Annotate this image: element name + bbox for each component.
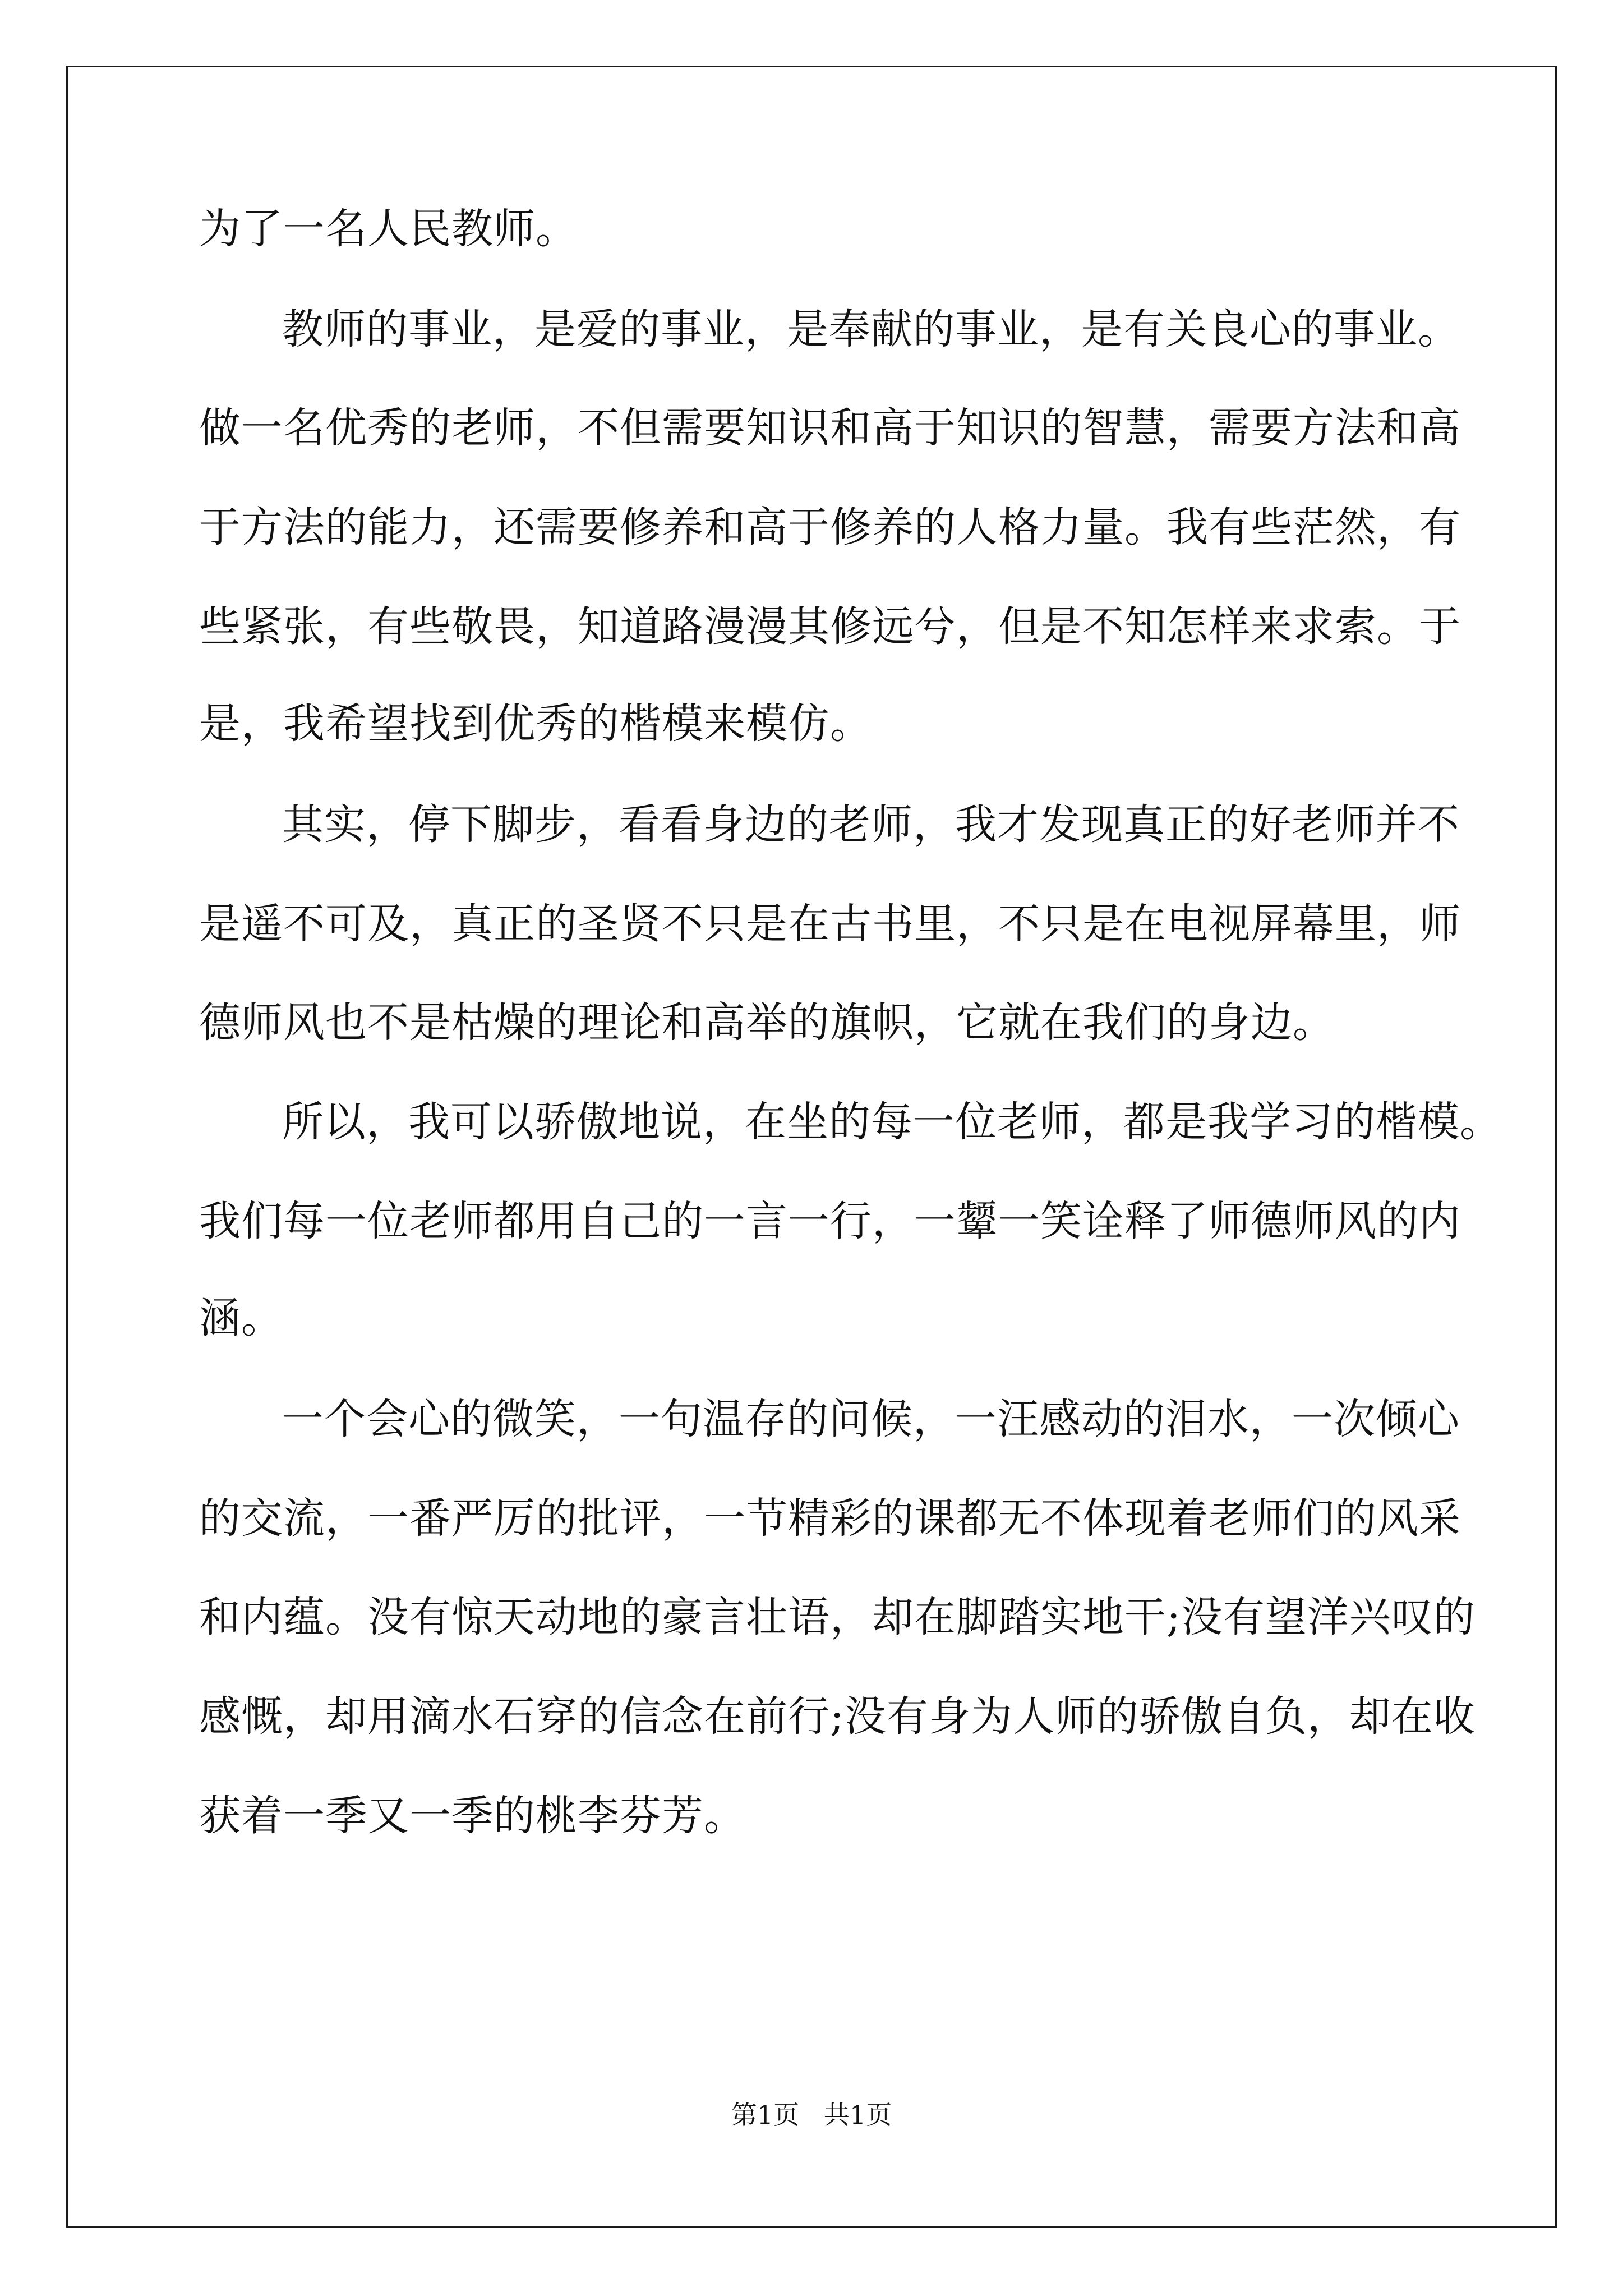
text-line: 和内蕴。没有惊天动地的豪言壮语，却在脚踏实地干;没有望洋兴叹的 [199,1593,1476,1641]
text-line: 是，我希望找到优秀的楷模来模仿。 [199,700,872,748]
text-line: 教师的事业，是爱的事业，是奉献的事业，是有关良心的事业。 [282,305,1460,353]
text-line: 些紧张，有些敬畏，知道路漫漫其修远兮，但是不知怎样来求索。于 [199,602,1461,651]
text-line: 做一名优秀的老师，不但需要知识和高于知识的智慧，需要方法和高 [199,404,1461,452]
text-line: 涵。 [199,1294,283,1342]
text-line: 感慨，却用滴水石穿的信念在前行;没有身为人师的骄傲自负，却在收 [199,1692,1476,1741]
text-line: 获着一季又一季的桃李芬芳。 [199,1792,746,1840]
text-line: 于方法的能力，还需要修养和高于修养的人格力量。我有些茫然，有 [199,503,1461,551]
text-line: 一个会心的微笑，一句温存的问候，一汪感动的泪水，一次倾心 [282,1395,1460,1443]
text-line: 德师风也不是枯燥的理论和高举的旗帜，它就在我们的身边。 [199,999,1335,1047]
text-line: 是遥不可及，真正的圣贤不只是在古书里，不只是在电视屏幕里，师 [199,900,1461,948]
text-line: 我们每一位老师都用自己的一言一行，一颦一笑诠释了师德师风的内 [199,1197,1461,1245]
text-line: 的交流，一番严厉的批评，一节精彩的课都无不体现着老师们的风采 [199,1494,1461,1543]
text-line: 其实，停下脚步，看看身边的老师，我才发现真正的好老师并不 [282,800,1460,849]
text-line: 所以，我可以骄傲地说，在坐的每一位老师，都是我学习的楷模。 [282,1098,1502,1146]
text-line: 为了一名人民教师。 [199,205,578,253]
page-footer: 第1页 共1页 [731,2100,892,2130]
